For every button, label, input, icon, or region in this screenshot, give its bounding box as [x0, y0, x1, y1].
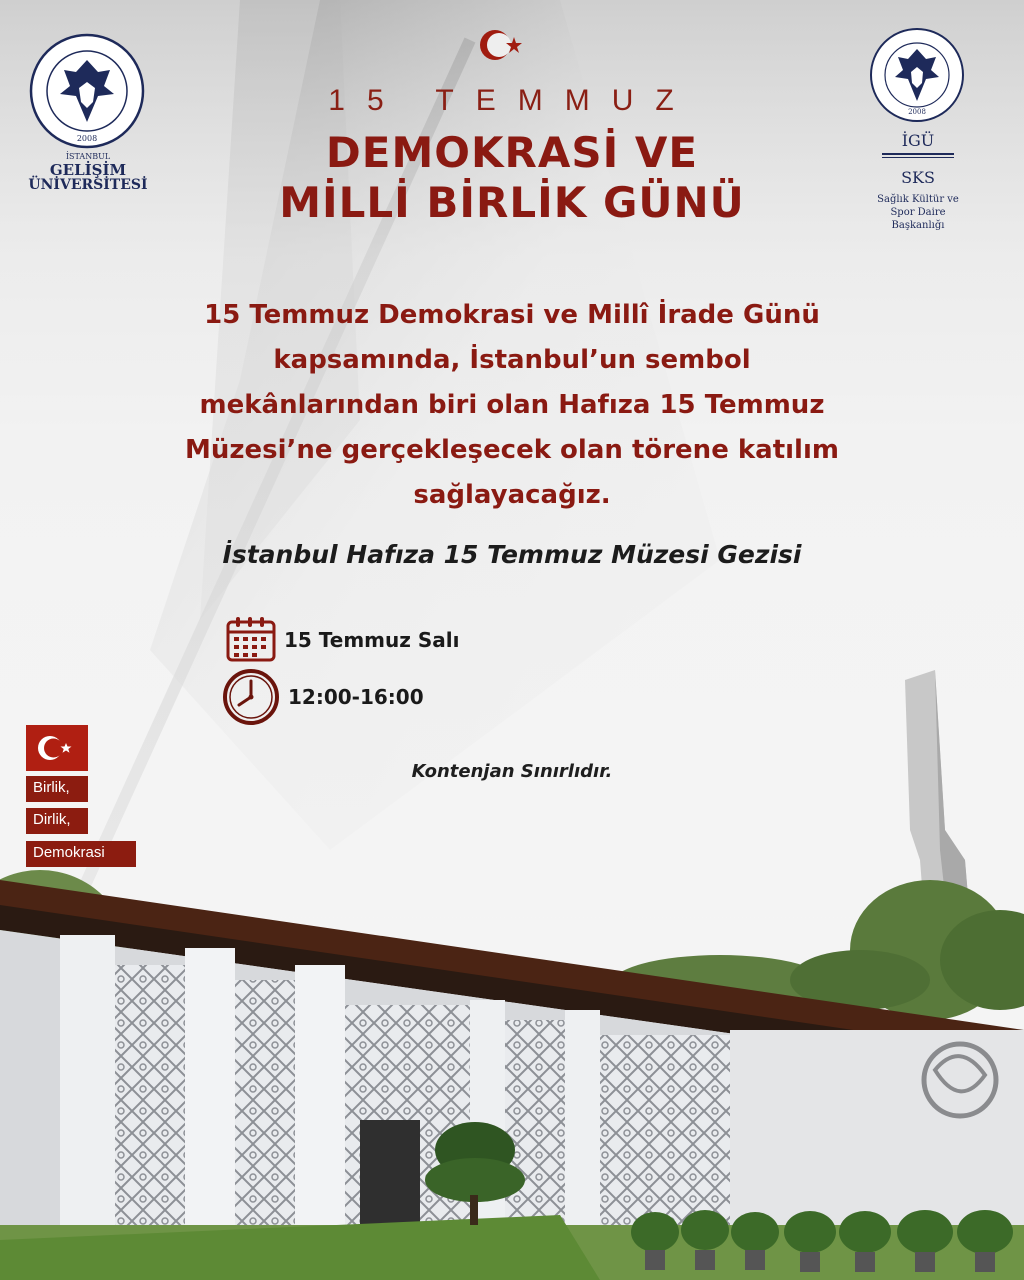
capacity-note: Kontenjan Sınırlıdır. — [411, 761, 613, 782]
clock-icon — [222, 668, 280, 726]
event-date: 15 Temmuz Salı — [284, 628, 460, 652]
date-heading: 15 TEMMUZ — [328, 84, 696, 117]
sks-divider — [882, 153, 954, 155]
crescent-star-icon — [478, 26, 526, 64]
sks-unit: SKS — [901, 168, 935, 187]
turkish-flag-icon — [26, 725, 88, 771]
calendar-icon — [226, 616, 276, 662]
university-logo — [28, 32, 146, 150]
event-title: İstanbul Hafıza 15 Temmuz Müzesi Gezisi — [222, 540, 802, 569]
paragraph-line: kapsamında, İstanbul’un sembol — [273, 345, 751, 375]
sks-desc-line1: Sağlık Kültür ve — [877, 194, 959, 205]
slogan-tag-birlik: Birlik, — [26, 776, 88, 802]
university-logo-year: 2008 — [76, 134, 98, 143]
slogan-tag-demokrasi: Demokrasi — [26, 841, 136, 867]
sks-abbr: İGÜ — [901, 131, 935, 150]
paragraph-line: Müzesi’ne gerçekleşecek olan törene katılım — [185, 435, 839, 465]
slogan-tag-dirlik: Dirlik, — [26, 808, 88, 834]
page-title-line1: DEMOKRASİ VE — [325, 128, 699, 177]
page-title-line2: MİLLİ BİRLİK GÜNÜ — [279, 178, 745, 227]
university-name-line1: İSTANBUL — [65, 152, 111, 161]
sks-desc-line2: Spor Daire — [890, 207, 946, 218]
sks-desc-line3: Başkanlığı — [891, 220, 945, 231]
announcement-paragraph — [130, 293, 894, 518]
paragraph-line: 15 Temmuz Demokrasi ve Millî İrade Günü — [204, 300, 820, 330]
sks-divider-2 — [882, 157, 954, 158]
event-time: 12:00-16:00 — [288, 685, 424, 709]
paragraph-line: mekânlarından biri olan Hafıza 15 Temmuz — [199, 390, 825, 420]
university-name-line2: GELİŞİM — [49, 161, 127, 179]
paragraph-line: sağlayacağız. — [413, 480, 611, 510]
sks-logo-year: 2008 — [908, 108, 926, 116]
university-name-line3: ÜNİVERSİTESİ — [28, 177, 148, 193]
